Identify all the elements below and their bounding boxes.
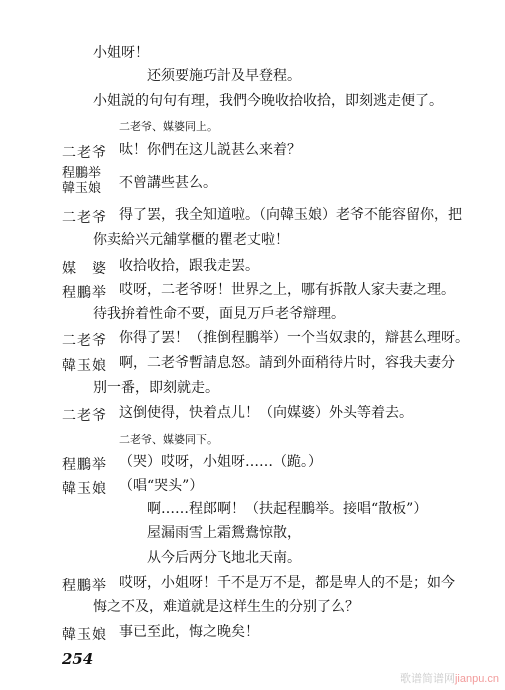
dialogue-line: 悔之不及，难道就是这样生生的分别了么？ — [93, 599, 359, 615]
stage-direction: （唱“哭头”） — [119, 478, 204, 494]
speaker-name: 二老爷 — [62, 210, 107, 226]
dialogue-line: 小姐説的句句有理，我們今晚收拾收拾，即刻逃走便了。 — [93, 93, 443, 109]
dialogue-line: 哎呀，二老爷呀！世界之上，哪有拆散人家夫妻之理。 — [119, 282, 455, 298]
dialogue-line: 你卖給兴元舖掌櫃的瞿老丈啦！ — [93, 232, 289, 248]
dialogue-line: （哭）哎呀，小姐呀……（跪。） — [119, 454, 322, 470]
dialogue-line: 呔！你們在这儿説甚么来着？ — [119, 142, 301, 158]
dialogue-line: 別一番，即刻就走。 — [93, 380, 219, 396]
verse-line: 小姐呀！ — [93, 45, 149, 61]
dialogue-line: 你得了罢！（推倒程鵬举）一个当奴隶的，辯甚么理呀。 — [119, 330, 469, 346]
speaker-name: 程鵬举 — [62, 457, 107, 473]
dialogue-line: 啊，二老爷暫請息怒。請到外面稍待片时，容我夫妻分 — [119, 355, 455, 371]
speaker-name: 韓玉娘 — [62, 181, 102, 196]
speaker-name: 程鵬举 — [62, 166, 102, 181]
dialogue-line: 哎呀，小姐呀！千不是万不是，都是卑人的不是；如今 — [119, 575, 455, 591]
verse-line: 啊……程郎啊！（扶起程鵬举。接唱“散板”） — [147, 501, 428, 517]
speaker-name: 程鵬举 — [62, 285, 107, 301]
speaker-name: 二老爷 — [62, 333, 107, 349]
page-number: 254 — [62, 650, 94, 668]
speaker-name: 二老爷 — [62, 408, 107, 424]
dialogue-line: 不曾講些甚么。 — [119, 175, 217, 191]
speaker-name: 韓玉娘 — [62, 358, 107, 374]
watermark-cn: 歌谱简谱网 — [399, 673, 455, 685]
stage-direction: 二老爷、媒婆同下。 — [119, 433, 218, 446]
dialogue-line: 得了罢，我全知道啦。（向韓玉娘）老爷不能容留你，把 — [119, 207, 462, 223]
watermark — [400, 670, 499, 686]
speaker-name: 媒 婆 — [62, 261, 107, 277]
stage-direction: 二老爷、媒婆同上。 — [119, 120, 218, 133]
speaker-name: 程鵬举 — [62, 578, 107, 594]
speaker-name: 韓玉娘 — [62, 627, 107, 643]
speaker-name: 二老爷 — [62, 145, 107, 161]
dialogue-line: 待我拚着性命不要，面見万戶老爷辯理。 — [93, 306, 345, 322]
verse-line: 屋漏雨雪上霜鴛鴦惊散， — [147, 525, 301, 541]
verse-line: 从今后两分飞地北天南。 — [147, 550, 301, 566]
verse-line: 还须要施巧計及早登程。 — [147, 68, 301, 84]
dialogue-line: 这倒使得，快着点儿！（向媒婆）外头等着去。 — [119, 405, 413, 421]
speaker-name: 韓玉娘 — [62, 481, 107, 497]
dialogue-line: 收拾收拾，跟我走罢。 — [119, 258, 259, 274]
dialogue-line: 事已至此，悔之晚矣！ — [119, 624, 259, 640]
watermark-en: jianpu.cn — [454, 673, 499, 685]
